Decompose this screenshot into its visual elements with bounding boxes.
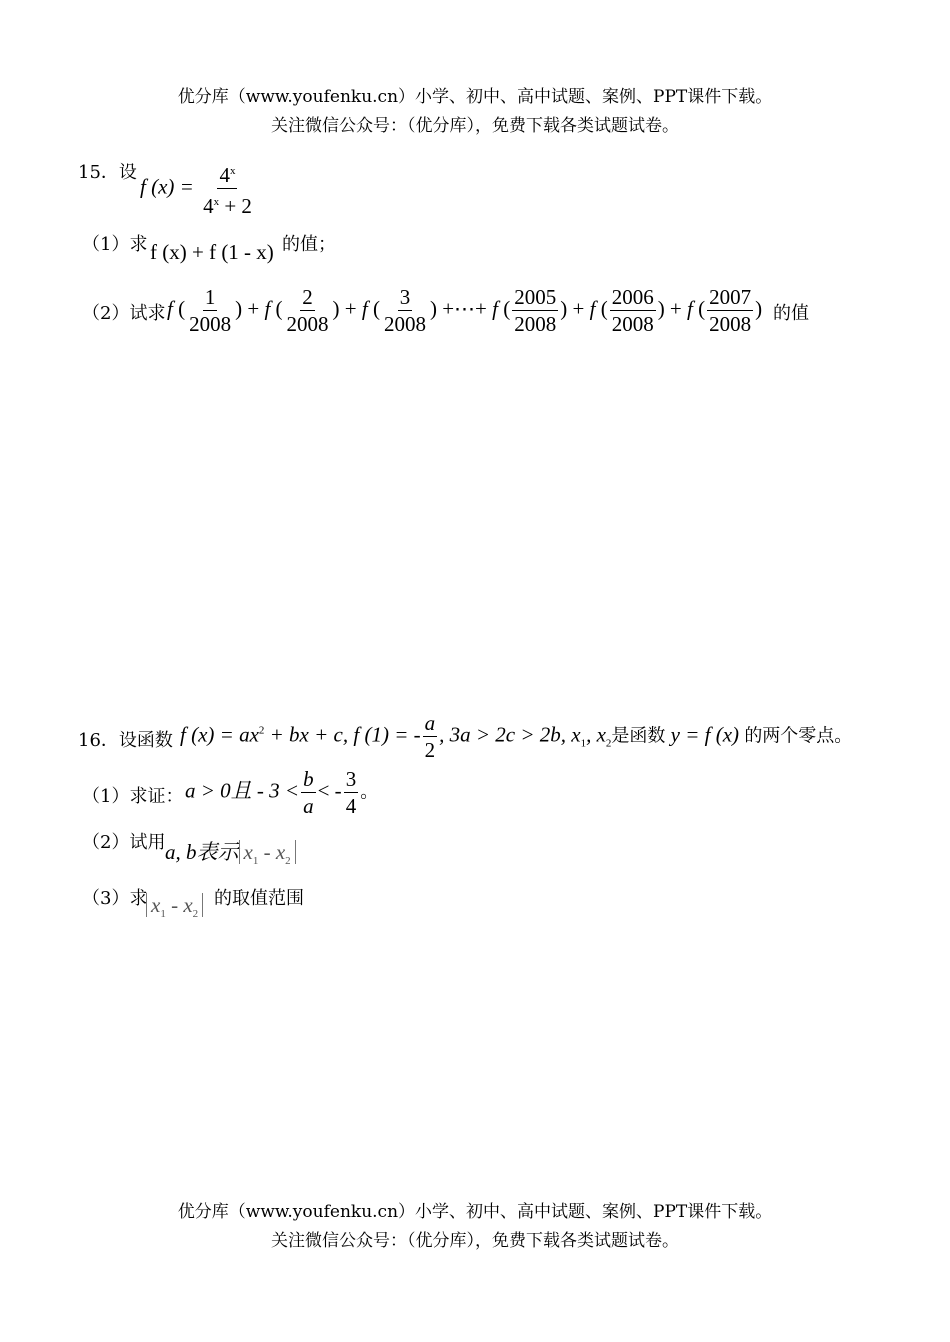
q16-abs-diff-part2: $x_1 - x_2$	[239, 840, 296, 864]
q15-sum-term-5: $\frac{2006}{2008}$	[611, 285, 654, 336]
q15-sum-term-3: $\frac{3}{2008}$	[383, 285, 426, 336]
q15-part2-sum: f ( $\frac{1}{2008}$ ) + f ( $\frac{2}{2008}$ ) + f ( $\frac{3}{2008}$ ) +⋯+ f ( $\frac{2005}{2008}$ ) + f ( $\frac{2006}{2008}$ ) + f ( $\frac{2007}{2008}$ )	[167, 285, 763, 336]
footer-line-1: 优分库（www.youfenku.cn）小学、初中、高中试题、案例、PPT课件下载。	[177, 1202, 773, 1222]
header-line-2: 关注微信公众号：（优分库），免费下载各类试题试卷。	[271, 116, 679, 136]
q15-number: 15．设	[78, 162, 137, 183]
q16-part3-label: （3）求	[82, 888, 148, 909]
q16-number: 16．设函数	[78, 730, 173, 751]
q16-part3-abs	[146, 893, 203, 920]
q15-sum-term-6: $\frac{2007}{2008}$	[709, 285, 752, 336]
q16-frac-a-over-2: $\frac{a}{2}$	[424, 711, 436, 762]
q16-part2-label: （2）试用	[82, 832, 166, 853]
q16-part2-expr: a, b表示 $x_1 - x_2$	[165, 836, 296, 867]
q15-definition	[140, 158, 256, 219]
q15-part1-label: （1）求	[82, 234, 148, 255]
q15-part1-tail: 的值；	[282, 234, 336, 255]
header-line-1: 优分库（www.youfenku.cn）小学、初中、高中试题、案例、PPT课件下载。	[177, 87, 773, 107]
footer-line-2: 关注微信公众号：（优分库），免费下载各类试题试卷。	[271, 1231, 679, 1251]
q15-part1-expr: f (x) + f (1 - x)	[150, 240, 274, 264]
q15-sum-term-4: $\frac{2005}{2008}$	[514, 285, 557, 336]
q16-statement: f $(x) = ax^2$ + bx + c, f (1) = - $\frac{a}{2}$ , 3a > 2c > 2b, $x_1$, $x_2$是函数 y = f (x) 的两个零点。	[180, 711, 853, 762]
q15-def-fraction: $\frac{4^x}{4^x + 2}$	[201, 158, 254, 219]
q16-frac-b-over-a: $\frac{b}{a}$	[303, 767, 314, 818]
q15-part2-tail: 的值	[773, 303, 809, 324]
q16-abs-diff-part3: $x_1 - x_2$	[146, 893, 203, 917]
q16-part1-label: （1）求证：	[82, 786, 184, 807]
q15-sum-term-1: $\frac{1}{2008}$	[189, 285, 232, 336]
q16-part1-expr: a > 0且 - 3 < $\frac{b}{a}$ < - $\frac{3}{4}$ 。	[185, 767, 379, 818]
q16-part3-tail: 的取值范围	[214, 888, 304, 909]
q16-frac-3-over-4: $\frac{3}{4}$	[345, 767, 357, 818]
q15-def-lhs: f (x) =	[140, 174, 194, 199]
q15-part2-label: （2）试求	[82, 303, 166, 324]
q15-sum-term-2: $\frac{2}{2008}$	[286, 285, 329, 336]
